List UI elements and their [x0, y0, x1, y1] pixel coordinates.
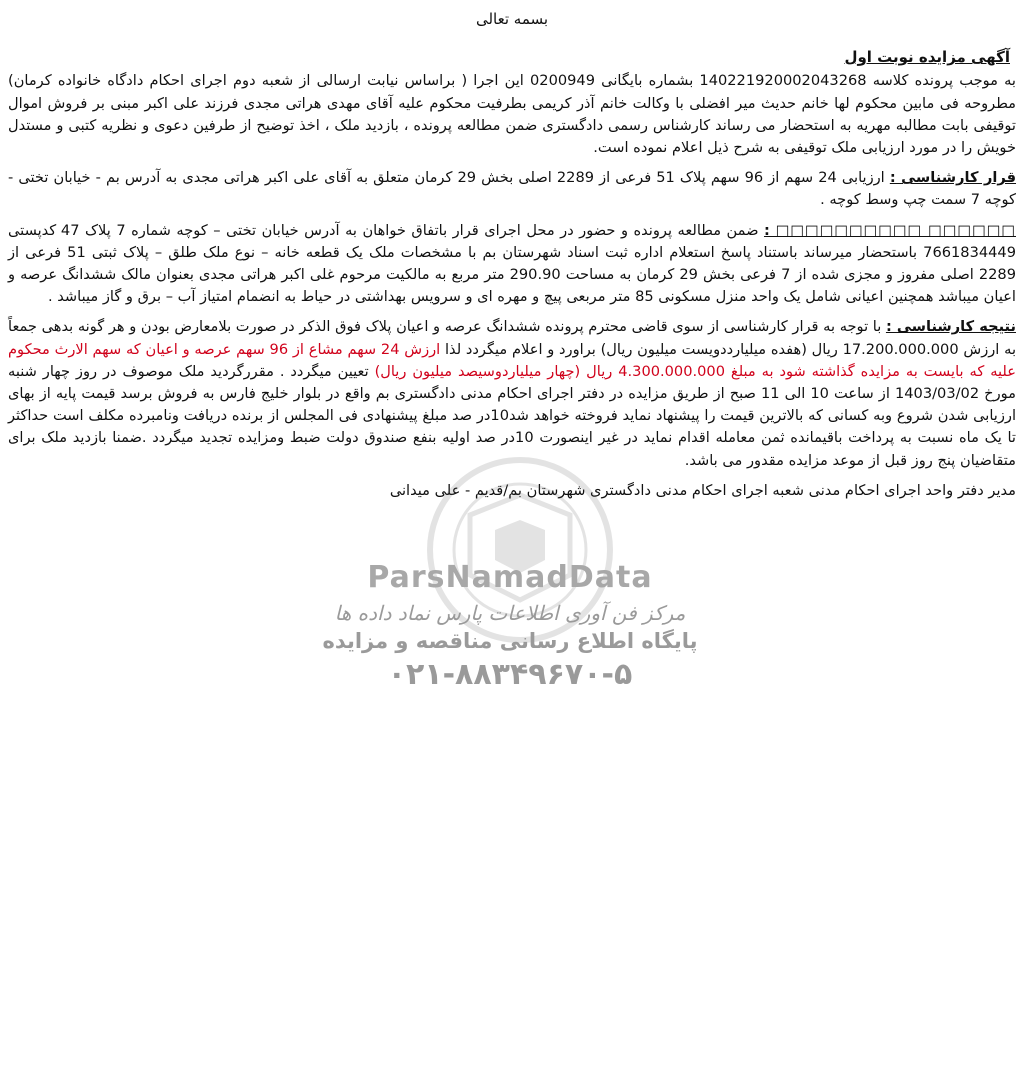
auction-notice	[8, 6, 1016, 510]
result-text-2: تعیین میگردد . مقررگردید ملک موصوف در روز چهار شنبه مورخ 1403/03/02 از ساعت 10 الی 11 صبح از طریق مزایده در دفتر اجرای احکام مدنی دادگستری بم واقع در بلوار خلیج فارس به فروش برسد قیمت پایه از بهای ارزیابی شدن شروع وبه کسانی که بالاترین قیمت را پیشنهاد نماید فروخته خواهد شد10در صد مبلغ پیشنهادی فی المجلس از برنده دریافت ونامبرده مکلف است حداکثر تا یک ماه نسبت به پرداخت باقیمانده ثمن معامله اقدام نماید در غیر اینصورت 10در صد اولیه بنفع صندوق دولت ضبط ومزایده تجدید میگردد .ضمنا بازدید ملک برای متقاضیان پنج روز قبل از موعد مزایده مقدور می باشد.	[8, 362, 1017, 469]
watermark-line1: مرکز فن آوری اطلاعات پارس نماد داده ها	[334, 601, 686, 625]
intro-paragraph: به موجب پرونده کلاسه 140221920002043268 بشماره بایگانی 0200949 این اجرا ( براساس نیابت ارسالی از شعبه دوم اجرای احکام دادگاه خانواده کرمان) مطروحه فی مابین محکوم لها خانم حدیث میر افضلی با وکالت خانم آذر کریمی بطرفیت محکوم علیه آقای مهدی هراتی مجدی فرزند علی اکبر مبنی بر فروش اموال توقیفی بابت مطالبه مهریه به استحضار می رساند کارشناس رسمی دادگستری ضمن مطالعه پرونده ، بازدید ملک ، اخذ توضیح از طرفین دعوی و نظریه کتبی و مستدل خویش را در مورد ارزیابی ملک توقیفی به شرح ذیل اعلام نموده است.	[8, 72, 1016, 157]
result-paragraph	[8, 316, 1016, 471]
watermark	[300, 560, 720, 692]
watermark-line2: پایگاه اطلاع رسانی مناقصه و مزایده	[322, 629, 698, 653]
result-text-1: با توجه به قرار کارشناسی از سوی قاضی محترم پرونده ششدانگ عرصه و اعیان پلاک فوق الذکر در صورت بلامعارض بودن و هر گونه بدهی جمعاً به ارزش 17.200.000.000 ریال (هفده میلیارددویست میلیون ریال) براورد و اعلام میگردد لذا	[8, 318, 1017, 358]
description-text: ضمن مطالعه پرونده و حضور در محل اجرای قرار باتفاق خواهان به آدرس خیابان تختی – کوچه شماره 7 پلاک 47 کدپستی 7661834449 باستحضار میرساند باستناد پاسخ استعلام اداره ثبت اسناد شهرستان بم با مشخصات ملک یک قطعه خانه – نوع ملک طلق – پلاک ثبتی 51 فرعی از 2289 اصلی مفروز و مجزی شده از 7 فرعی بخش 29 کرمان به مساحت 290.90 متر مربع به مالکیت مرحوم غلی اکبر هراتی مجدی بعنوان مالک ششدانگ عرصه و اعیان میباشد همچنین اعیانی شامل یک واحد منزل مسکونی 85 متر مربعی پیچ و مهره ای و سرویس بهداشتی در حیاط به انضمام امتیاز آب – برق و گاز میباشد .	[8, 221, 1017, 306]
watermark-phone: ۰۲۱-۸۸۳۴۹۶۷۰-۵	[387, 657, 633, 692]
result-label: نتیجه کارشناسی :	[885, 318, 1016, 336]
basmala: بسمه تعالی	[475, 10, 549, 28]
result-highlight: ارزش 24 سهم مشاع از 96 سهم عرصه و اعیان که سهم الارث محکوم علیه که بایست به مزایده گذاشته شود به مبلغ 4.300.000.000 ریال (چهار میلیاردوسیصد میلیون ریال)	[8, 340, 1016, 380]
description-paragraph	[8, 220, 1016, 309]
watermark-brand: ParsNamadData	[367, 560, 653, 595]
assignment-paragraph	[8, 167, 1016, 211]
assignment-label: قرار کارشناسی :	[889, 169, 1017, 187]
assignment-text: ارزیابی 24 سهم از 96 سهم پلاک 51 فرعی از 2289 اصلی بخش 29 کرمان متعلق به آقای علی اکبر هراتی مجدی به آدرس بم - خیابان تختی - کوچه 7 سمت چپ وسط کوچه .	[8, 169, 1016, 209]
notice-heading: آگهی مزایده نوبت اول	[844, 48, 1010, 67]
signature-line: مدیر دفتر واحد اجرای احکام مدنی شعبه اجرای احکام مدنی دادگستری شهرستان بم/قدیم - علی میدانی	[389, 481, 1016, 499]
description-label: □□□□□□ □□□□□□□□□□ :	[763, 221, 1016, 239]
